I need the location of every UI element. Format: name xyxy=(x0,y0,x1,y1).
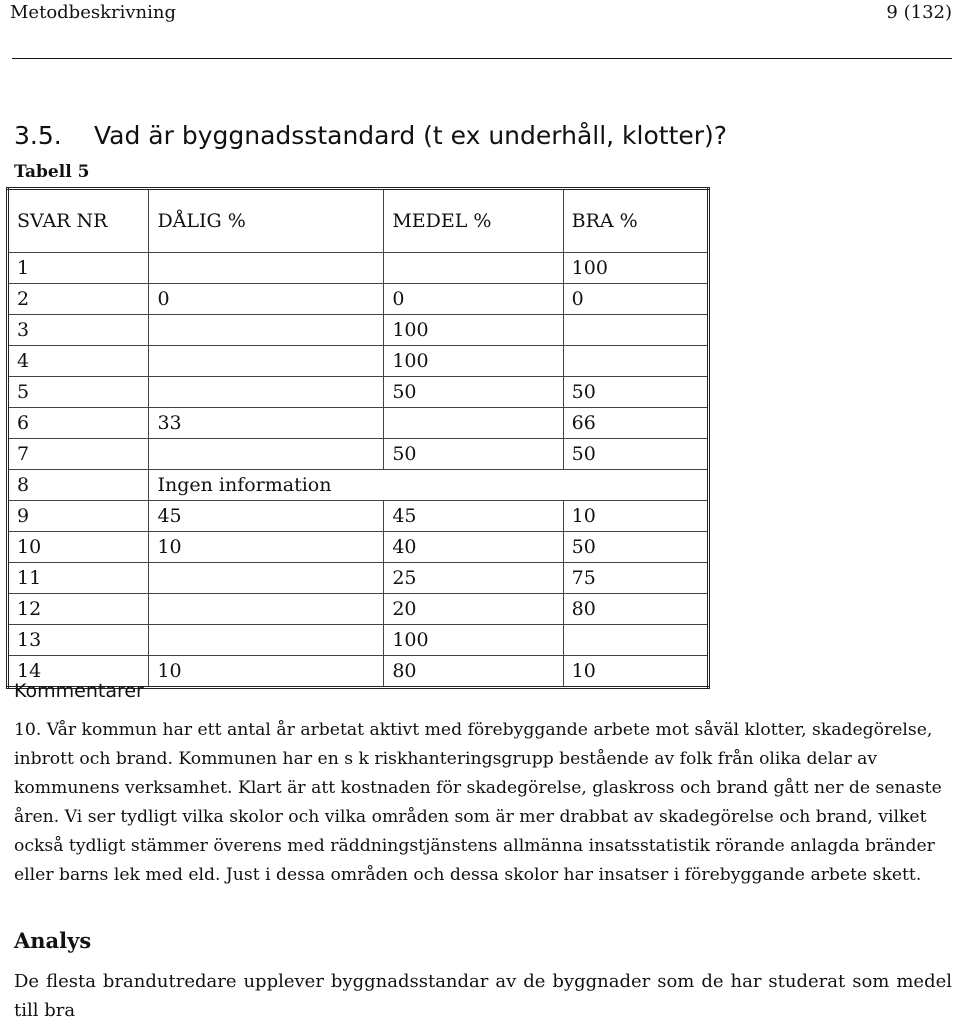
table-row xyxy=(8,284,709,315)
table-cell: 50 xyxy=(384,377,563,408)
table-cell: 50 xyxy=(563,377,708,408)
table-cell: 45 xyxy=(149,501,384,532)
table-row xyxy=(8,377,709,408)
table-cell: 1 xyxy=(8,253,149,284)
table-cell: 50 xyxy=(563,439,708,470)
table-cell: 0 xyxy=(384,284,563,315)
table-cell: 10 xyxy=(149,532,384,563)
table-cell: 7 xyxy=(8,439,149,470)
table-cell: 10 xyxy=(563,656,708,688)
table-cell: 10 xyxy=(8,532,149,563)
table-row xyxy=(8,594,709,625)
table-cell: Ingen information xyxy=(149,470,709,501)
table-cell: 100 xyxy=(384,315,563,346)
column-header: BRA % xyxy=(563,189,708,253)
section-heading xyxy=(14,121,727,150)
table-cell: 6 xyxy=(8,408,149,439)
table-cell xyxy=(149,315,384,346)
table-cell: 50 xyxy=(384,439,563,470)
analysis-heading: Analys xyxy=(14,928,92,953)
table-row xyxy=(8,501,709,532)
table-body xyxy=(8,253,709,688)
page-number: 9 (132) xyxy=(886,2,952,23)
column-header: SVAR NR xyxy=(8,189,149,253)
table-cell: 45 xyxy=(384,501,563,532)
table-cell: 25 xyxy=(384,563,563,594)
table-cell xyxy=(149,563,384,594)
table-cell: 50 xyxy=(563,532,708,563)
table-row xyxy=(8,315,709,346)
table-cell: 5 xyxy=(8,377,149,408)
table-row xyxy=(8,253,709,284)
table-cell: 33 xyxy=(149,408,384,439)
analysis-paragraph: De flesta brandutredare upplever byggnadsstandar av de byggnader som de har studerat som medel till bra xyxy=(14,971,952,1021)
table-cell xyxy=(149,439,384,470)
column-header: MEDEL % xyxy=(384,189,563,253)
table-row xyxy=(8,346,709,377)
table-cell: 14 xyxy=(8,656,149,688)
table-cell: 0 xyxy=(149,284,384,315)
table-cell: 0 xyxy=(563,284,708,315)
table-cell: 11 xyxy=(8,563,149,594)
table-cell xyxy=(563,315,708,346)
table-cell: 10 xyxy=(563,501,708,532)
column-header: DÅLIG % xyxy=(149,189,384,253)
page-header xyxy=(10,2,952,28)
document-title: Metodbeskrivning xyxy=(10,2,176,23)
header-divider xyxy=(12,58,952,59)
table-cell: 80 xyxy=(384,656,563,688)
table-cell xyxy=(149,346,384,377)
table-cell: 100 xyxy=(563,253,708,284)
table-row xyxy=(8,532,709,563)
table-cell xyxy=(384,408,563,439)
table-cell: 40 xyxy=(384,532,563,563)
table-header-row xyxy=(8,189,709,253)
comments-paragraph: 10. Vår kommun har ett antal år arbetat aktivt med förebyggande arbete mot såväl klotter, skadegörelse, inbrott och brand. Kommunen har en s k riskhanteringsgrupp bestående av folk från olika delar av kommunens verksamhet. Klart är att kostnaden för skadegörelse, glaskross och brand gått ner de senaste åren. Vi ser tydligt vilka skolor och vilka områden som är mer drabbat av skadegörelse och brand, vilket också tydligt stämmer överens med räddningstjänstens allmänna insatsstatistik rörande anlagda bränder eller barns lek med eld. Just i dessa områden och dessa skolor har insatser i förebyggande arbete skett. xyxy=(14,720,942,885)
table-cell xyxy=(384,253,563,284)
table-cell xyxy=(149,377,384,408)
table-cell xyxy=(149,625,384,656)
table-row xyxy=(8,470,709,501)
table-row xyxy=(8,439,709,470)
table-cell: 80 xyxy=(563,594,708,625)
table-cell: 100 xyxy=(384,346,563,377)
table-cell: 10 xyxy=(149,656,384,688)
table-cell: 8 xyxy=(8,470,149,501)
table-cell: 9 xyxy=(8,501,149,532)
table-cell xyxy=(563,346,708,377)
table-cell: 12 xyxy=(8,594,149,625)
table-cell: 20 xyxy=(384,594,563,625)
table-row xyxy=(8,563,709,594)
results-table xyxy=(6,187,710,689)
table-cell: 3 xyxy=(8,315,149,346)
table-row xyxy=(8,625,709,656)
table-cell: 100 xyxy=(384,625,563,656)
table-row xyxy=(8,408,709,439)
section-number: 3.5. xyxy=(14,121,62,150)
table-cell: 4 xyxy=(8,346,149,377)
table-caption: Tabell 5 xyxy=(14,162,90,182)
table-cell: 13 xyxy=(8,625,149,656)
table-cell: 66 xyxy=(563,408,708,439)
table-cell: 2 xyxy=(8,284,149,315)
section-title: Vad är byggnadsstandard (t ex underhåll, klotter)? xyxy=(94,121,728,150)
table-cell xyxy=(149,253,384,284)
table-cell: 75 xyxy=(563,563,708,594)
table-cell xyxy=(563,625,708,656)
table-cell xyxy=(149,594,384,625)
comments-heading: Kommentarer xyxy=(14,680,144,702)
